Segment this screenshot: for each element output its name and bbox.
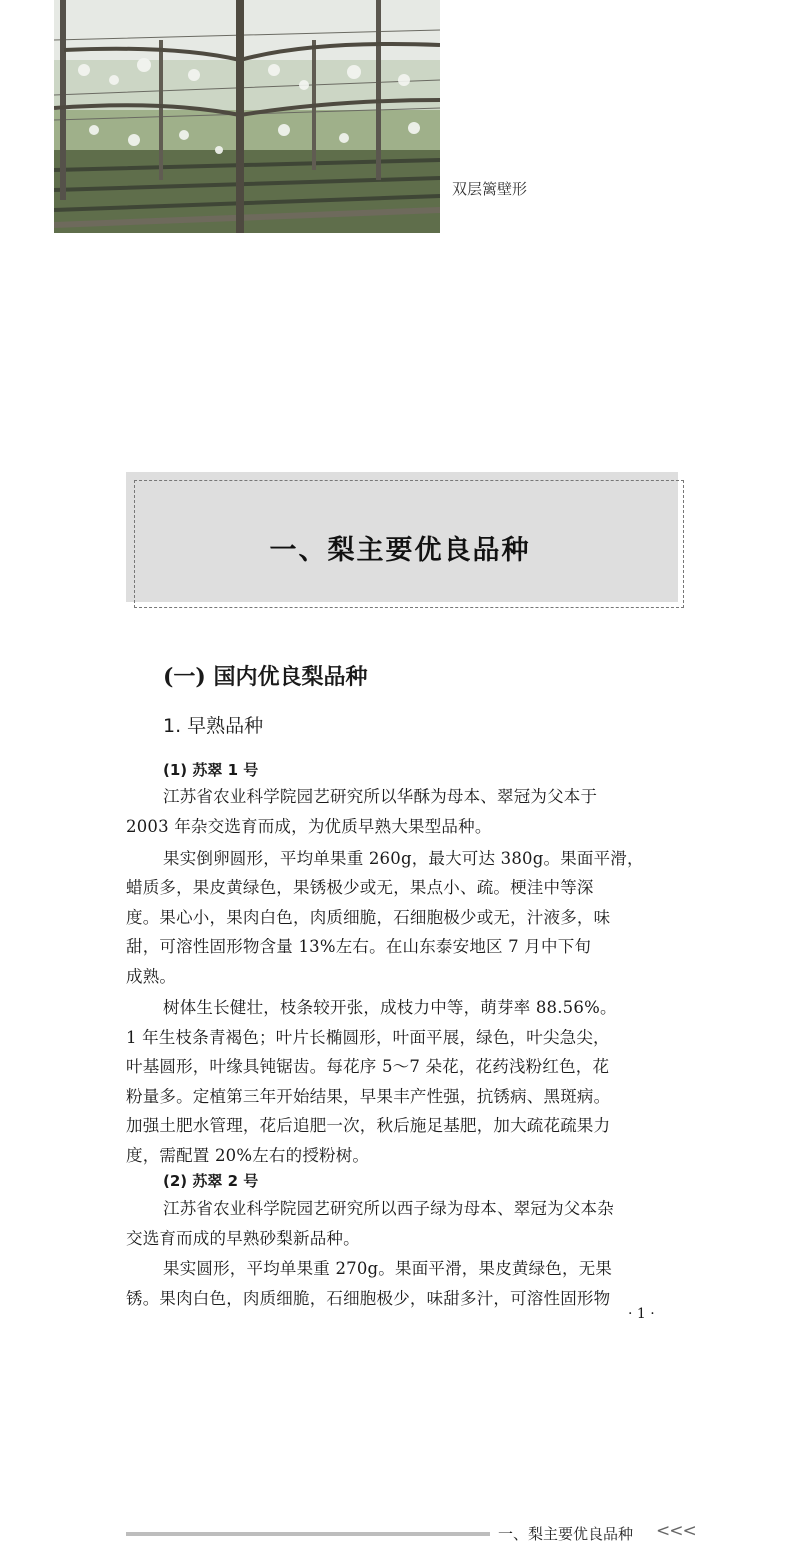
body-line: 果实倒卵圆形，平均单果重 260g，最大可达 380g。果面平滑， [163, 849, 644, 868]
page-number: · 1 · [628, 1306, 655, 1322]
body-line: 果实圆形，平均单果重 270g。果面平滑，果皮黄绿色，无果 [163, 1259, 613, 1278]
chapter-title: 一、梨主要优良品种 [269, 535, 531, 566]
body-line: 2003 年杂交选育而成，为优质早熟大果型品种。 [126, 817, 492, 836]
variety-label: (1) 苏翠 1 号 [163, 761, 259, 779]
body-line: 粉量多。定植第三年开始结果，早果丰产性强，抗锈病、黑斑病。 [126, 1087, 611, 1106]
footer-rule [126, 1532, 490, 1536]
body-line: 锈。果肉白色，肉质细脆，石细胞极少，味甜多汁，可溶性固形物 [126, 1289, 611, 1308]
section-heading: (一) 国内优良梨品种 [163, 664, 368, 690]
variety-label: (2) 苏翠 2 号 [163, 1172, 259, 1190]
body-line: 交选育而成的早熟砂梨新品种。 [126, 1229, 360, 1248]
orchard-illustration [54, 0, 440, 233]
body-line: 1 年生枝条青褐色；叶片长椭圆形，叶面平展，绿色，叶尖急尖， [126, 1028, 610, 1047]
body-line: 叶基圆形，叶缘具钝锯齿。每花序 5～7 朵花，花药浅粉红色，花 [126, 1057, 610, 1076]
body-line: 加强土肥水管理，花后追肥一次，秋后施足基肥，加大疏花疏果力 [126, 1116, 611, 1135]
body-line: 成熟。 [126, 967, 177, 986]
chevron-left-icon: <<< [656, 1521, 696, 1541]
body-line: 蜡质多，果皮黄绿色，果锈极少或无，果点小、疏。梗洼中等深 [126, 878, 594, 897]
body-line: 甜，可溶性固形物含量 13%左右。在山东泰安地区 7 月中下旬 [126, 937, 592, 956]
body-line: 树体生长健壮，枝条较开张，成枝力中等，萌芽率 88.56%。 [163, 998, 617, 1017]
body-line: 江苏省农业科学院园艺研究所以华酥为母本、翠冠为父本于 [163, 787, 598, 806]
footer-running-title: 一、梨主要优良品种 [498, 1525, 634, 1543]
body-line: 江苏省农业科学院园艺研究所以西子绿为母本、翠冠为父本杂 [163, 1199, 614, 1218]
body-line: 度。果心小，果肉白色，肉质细脆，石细胞极少或无，汁液多，味 [126, 908, 611, 927]
subsection-heading: 1. 早熟品种 [163, 715, 264, 737]
orchard-photo [54, 0, 440, 233]
figure-caption: 双层篱壁形 [452, 180, 528, 198]
body-line: 度，需配置 20%左右的授粉树。 [126, 1146, 370, 1165]
